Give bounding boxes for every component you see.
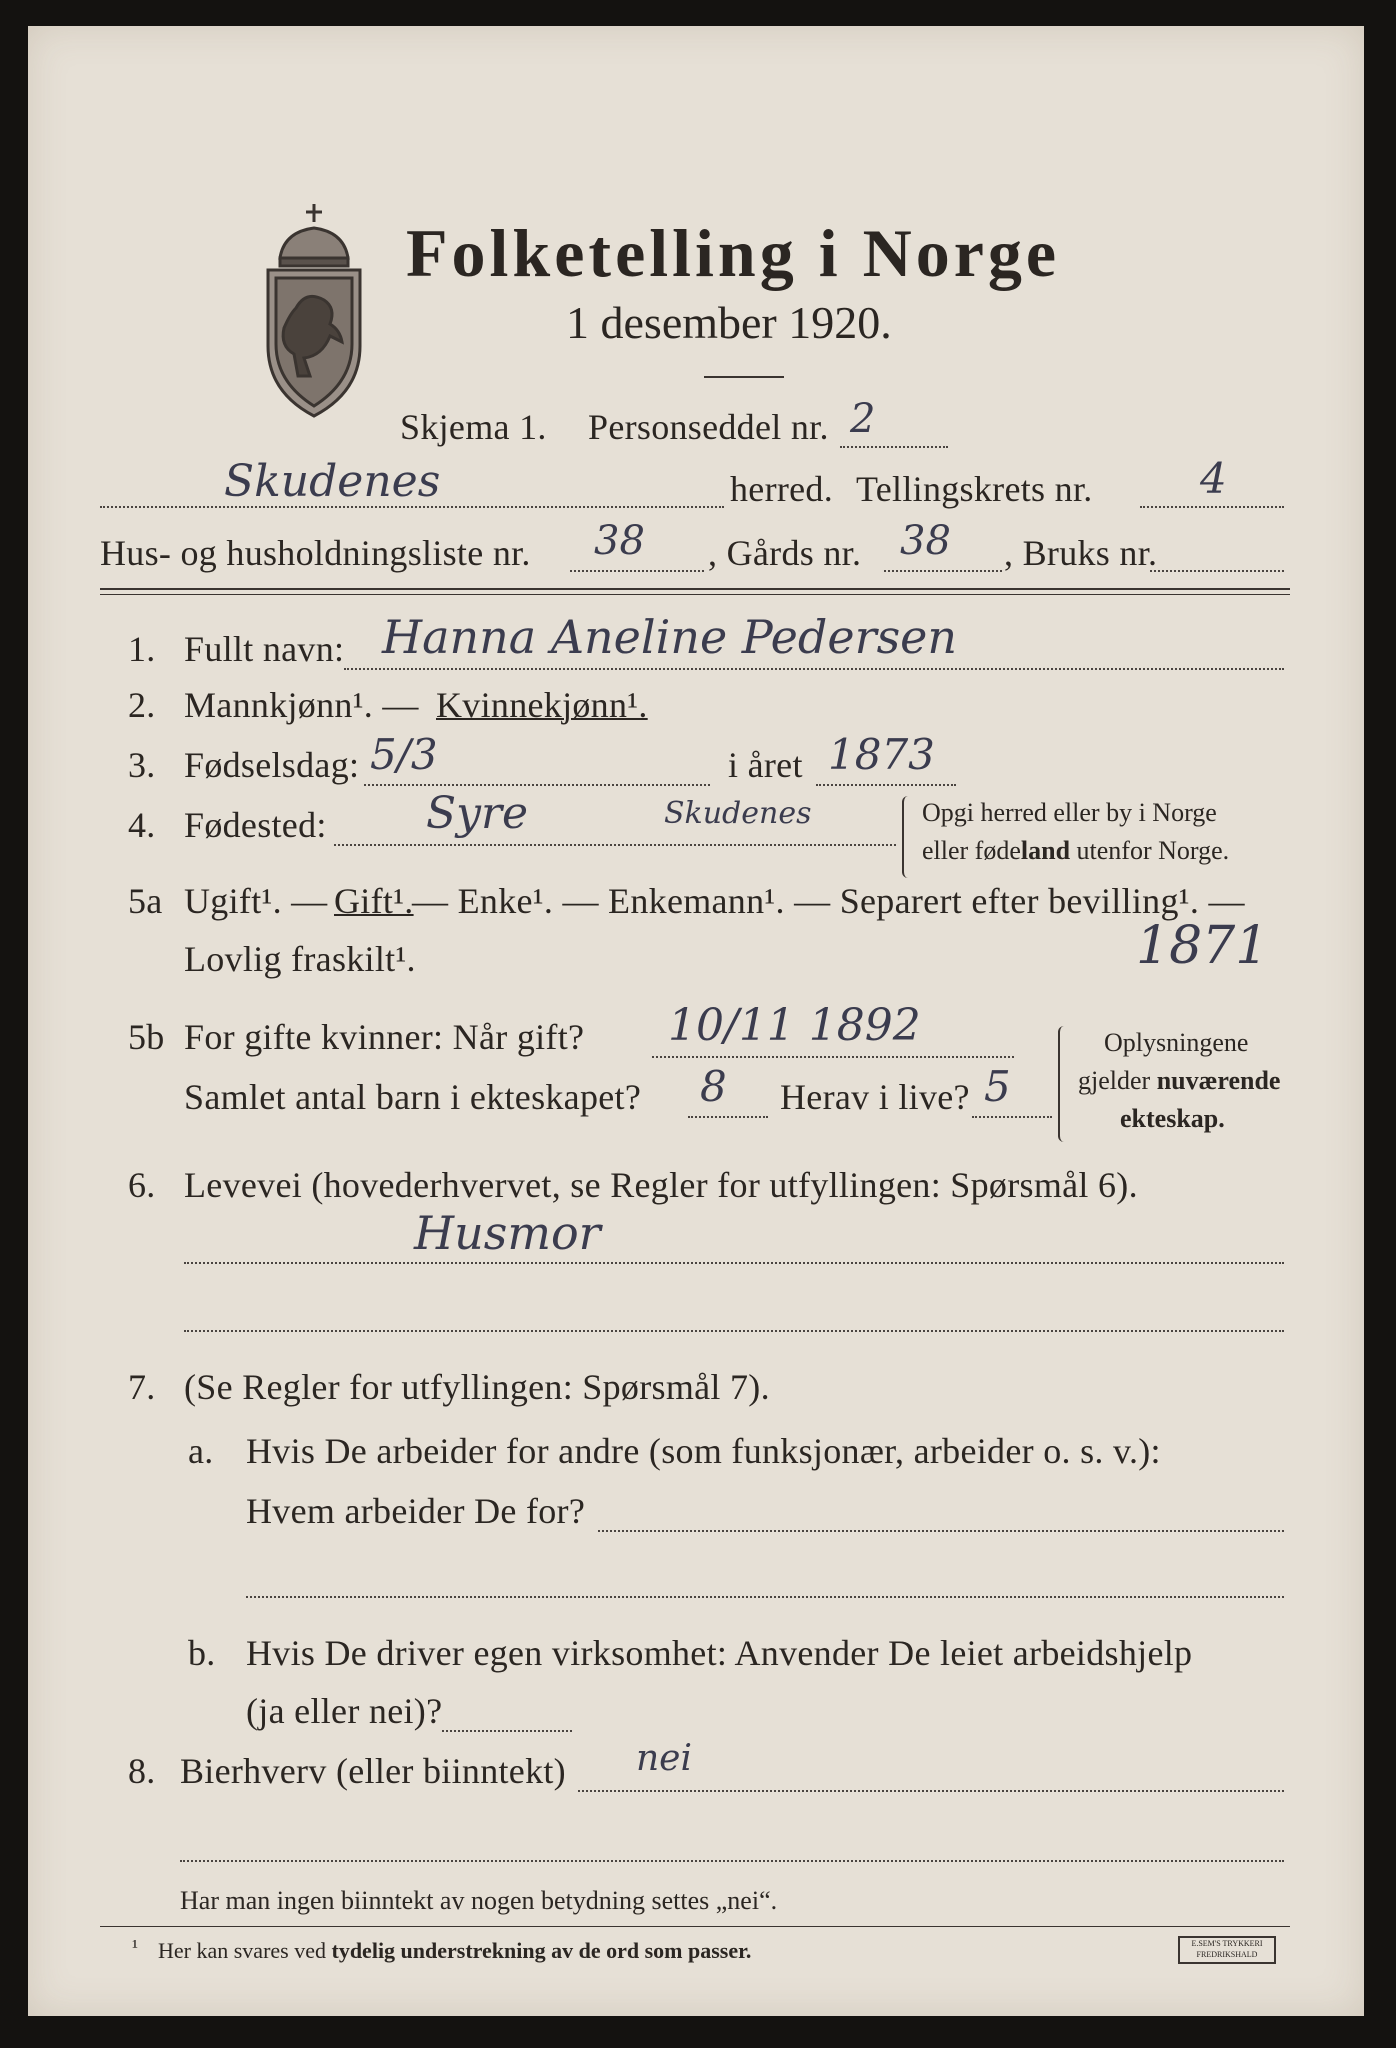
schema-label: Skjema 1.	[400, 407, 547, 447]
bruks-line	[1150, 570, 1284, 572]
q7-label: (Se Regler for utfyllingen: Spørsmål 7).	[184, 1367, 770, 1407]
q3-birthday: 5/3	[370, 730, 438, 779]
personseddel-value: 2	[850, 396, 876, 442]
gards-label: , Gårds nr.	[708, 533, 862, 573]
header-rule-2	[100, 594, 1290, 595]
footnote-number: ¹	[132, 1936, 138, 1958]
q8-line-2	[180, 1860, 1284, 1862]
q1-full-name: Hanna Aneline Pedersen	[382, 610, 958, 664]
q8-label: Bierhverv (eller biinntekt)	[180, 1751, 566, 1791]
q8-number: 8.	[128, 1751, 156, 1791]
q4-number: 4.	[128, 805, 156, 845]
q5b-line	[652, 1056, 1014, 1058]
q7b-line	[442, 1730, 572, 1732]
q5b-note-line1: Oplysningene	[1104, 1028, 1249, 1057]
q3-line	[364, 784, 710, 786]
q5b-brace	[1058, 1026, 1070, 1142]
q5b-alive-count: 5	[984, 1062, 1011, 1111]
husliste-label: Hus- og husholdningsliste nr.	[100, 533, 531, 573]
q4-note-line1: Opgi herred eller by i Norge	[922, 798, 1217, 827]
q4-birthplace-2: Skudenes	[664, 796, 812, 831]
q5b-children-count: 8	[700, 1062, 727, 1111]
q4-birthplace: Syre	[426, 788, 529, 839]
q3-year-line	[816, 784, 956, 786]
q2-number: 2.	[128, 685, 156, 725]
q2-kvinnekjonn: Kvinnekjønn¹.	[436, 685, 648, 725]
q4-brace	[902, 796, 914, 878]
q6-occupation: Husmor	[414, 1206, 601, 1260]
q5a-margin-note: 1871	[1136, 916, 1269, 976]
q7a-line1: Hvis De arbeider for andre (som funksjonær, arbeider o. s. v.):	[246, 1431, 1161, 1471]
q5a-lovlig-fraskilt: Lovlig fraskilt¹.	[184, 939, 416, 979]
q7a-line-2	[246, 1596, 1284, 1598]
q3-birth-year: 1873	[828, 730, 935, 779]
herred-value: Skudenes	[224, 456, 441, 507]
q7-number: 7.	[128, 1367, 156, 1407]
husliste-line	[570, 570, 704, 572]
q3-year-label: i året	[728, 745, 803, 785]
herred-label: herred.	[730, 469, 834, 509]
tellingskrets-line	[1140, 506, 1284, 508]
q5b-note-line3: ekteskap.	[1120, 1104, 1225, 1133]
q6-line-2	[184, 1330, 1284, 1332]
q6-line-1	[184, 1262, 1284, 1264]
q1-line	[344, 668, 1284, 670]
q6-number: 6.	[128, 1165, 156, 1205]
q4-label: Fødested:	[184, 805, 327, 845]
husliste-value: 38	[594, 518, 645, 564]
q8-value: nei	[636, 1738, 693, 1779]
q5b-marriage-date: 10/11 1892	[668, 1000, 921, 1051]
bruks-label: , Bruks nr.	[1004, 533, 1158, 573]
q1-label: Fullt navn:	[184, 629, 345, 669]
personseddel-label: Personseddel nr.	[588, 407, 829, 447]
tellingskrets-label: Tellingskrets nr.	[856, 469, 1093, 509]
q5a-gift: Gift¹.	[334, 881, 414, 921]
form-title: Folketelling i Norge	[406, 215, 1061, 291]
footer-note: Har man ingen biinntekt av nogen betydning settes „nei“.	[180, 1886, 778, 1915]
q7b-line2: (ja eller nei)?	[246, 1691, 443, 1731]
tellingskrets-value: 4	[1200, 454, 1227, 503]
census-date: 1 desember 1920.	[566, 297, 892, 348]
q3-number: 3.	[128, 745, 156, 785]
header-rule-1	[100, 588, 1290, 590]
q5b-number: 5b	[128, 1017, 165, 1057]
q4-note-line2: eller fødeland utenfor Norge.	[922, 836, 1230, 865]
q5b-alive-label: Herav i live?	[780, 1077, 970, 1117]
footer-rule	[100, 1926, 1290, 1927]
q1-number: 1.	[128, 629, 156, 669]
q5b-children-line	[688, 1116, 768, 1118]
q7b-line1: Hvis De driver egen virksomhet: Anvender De leiet arbeidshjelp	[246, 1633, 1193, 1673]
personseddel-line	[840, 446, 948, 448]
q5b-note-line2: gjelder nuværende	[1078, 1066, 1281, 1095]
q2-mannkjonn: Mannkjønn¹. —	[184, 685, 419, 725]
q5a-number: 5a	[128, 881, 163, 921]
q5b-alive-line	[972, 1116, 1052, 1118]
census-form	[28, 26, 1364, 2016]
printer-stamp: E.SEM'S TRYKKERI FREDRIKSHALD	[1178, 1936, 1276, 1964]
gards-line	[884, 570, 1002, 572]
footnote-text: Her kan svares ved tydelig understrekning av de ord som passer.	[158, 1938, 752, 1963]
q7a-line	[598, 1530, 1284, 1532]
q8-line	[578, 1790, 1284, 1792]
coat-of-arms-icon	[250, 198, 378, 424]
q5b-children-label: Samlet antal barn i ekteskapet?	[184, 1077, 642, 1117]
q5a-other-options: — Enke¹. — Enkemann¹. — Separert efter bevilling¹. —	[412, 881, 1245, 921]
q5b-label: For gifte kvinner: Når gift?	[184, 1017, 585, 1057]
q3-label: Fødselsdag:	[184, 745, 360, 785]
q5a-ugift: Ugift¹. —	[184, 881, 328, 921]
title-divider	[704, 376, 784, 378]
q6-label: Levevei (hovederhvervet, se Regler for utfyllingen: Spørsmål 6).	[184, 1165, 1138, 1205]
q7a-line2: Hvem arbeider De for?	[246, 1491, 586, 1531]
q7a-letter: a.	[188, 1431, 214, 1471]
q7b-letter: b.	[188, 1633, 216, 1673]
q4-line	[334, 844, 896, 846]
gards-value: 38	[900, 518, 951, 564]
